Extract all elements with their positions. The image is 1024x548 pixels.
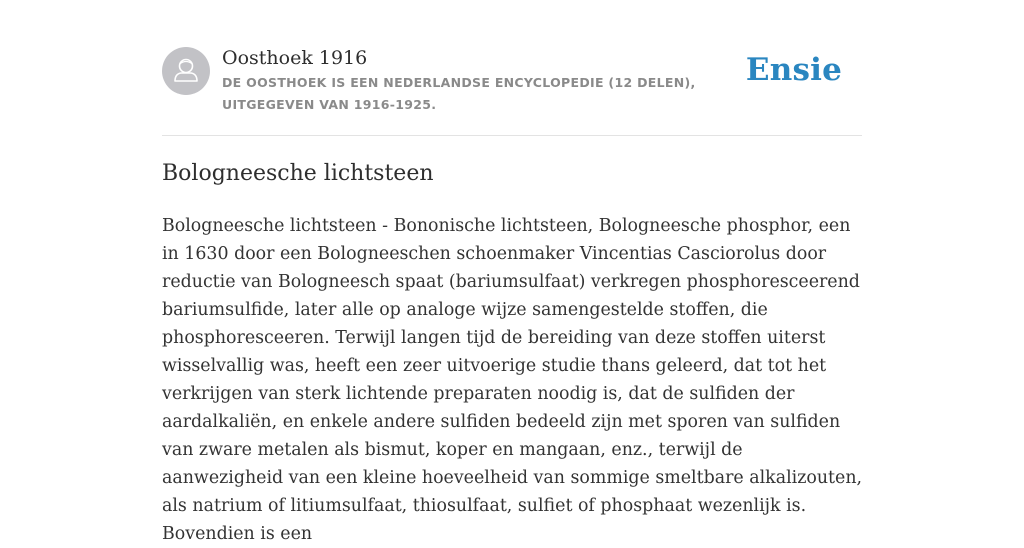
brand-logo[interactable]: Ensie [745, 52, 842, 88]
avatar[interactable] [162, 47, 210, 95]
source-title[interactable]: Oosthoek 1916 [222, 47, 368, 69]
user-placeholder-icon [162, 47, 210, 95]
source-description: DE OOSTHOEK IS EEN NEDERLANDSE ENCYCLOPEDIE (12 DELEN), UITGEGEVEN VAN 1916-1925. [222, 75, 696, 112]
header-divider [162, 135, 862, 136]
source-header [162, 46, 862, 116]
article-body: Bologneesche lichtsteen - Bononische lichtsteen, Bologneesche phosphor, een in 1630 door een Bologneeschen schoenmaker Vincentias Casciorolus door reductie van Bologneesch spaat (bariumsulfaat) verkregen phosphoresceerend bariumsulfide, later alle op analoge wijze samengestelde stoffen, die phosphoresceeren. Terwijl langen tijd de bereiding van deze stoffen uiterst wisselvallig was, heeft een zeer uitvoerige studie thans geleerd, dat tot het verkrijgen van sterk lichtende preparaten noodig is, dat de sulfiden der aardalkaliën, en enkele andere sulfiden bedeeld zijn met sporen van sulfiden van zware metalen als bismut, koper en mangaan, enz., terwijl de aanwezigheid van een kleine hoeveelheid van sommige smeltbare alkalizouten, als natrium of litiumsulfaat, thiosulfaat, sulfiet of phosphaat wezenlijk is. Bovendien is een [162, 216, 863, 544]
article-title: Bologneesche lichtsteen [162, 161, 434, 186]
